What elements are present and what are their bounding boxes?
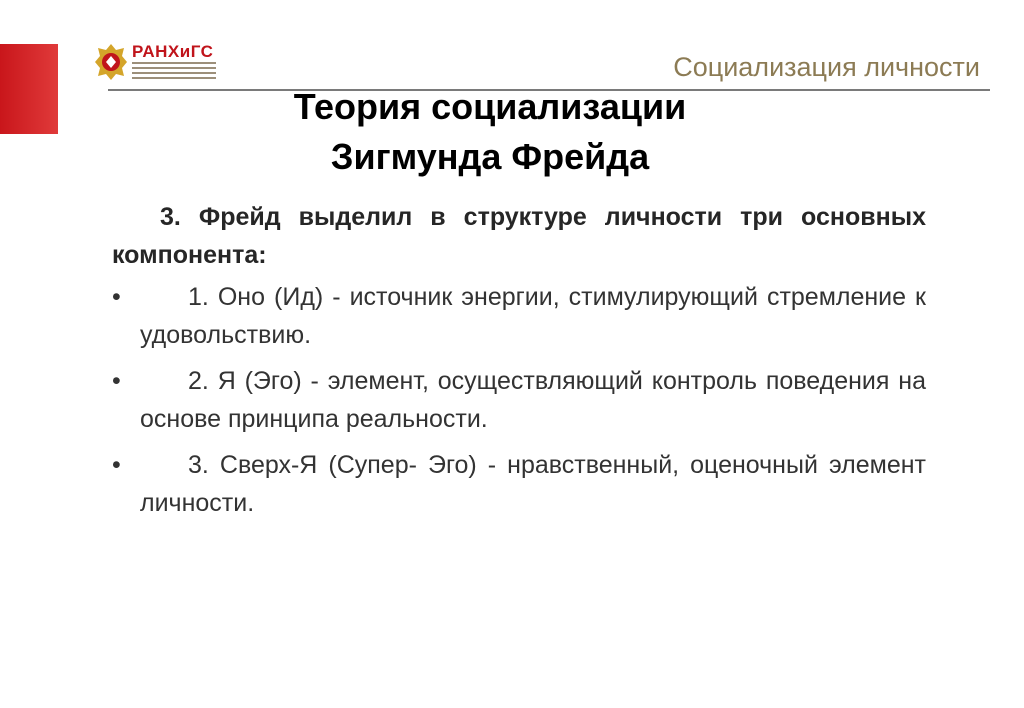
emblem-icon	[94, 42, 128, 82]
intro-paragraph: 3. Фрейд выделил в структуре личности три основных компонента:	[112, 203, 926, 269]
section-title: Социализация личности	[673, 52, 980, 82]
slide-body	[112, 198, 926, 530]
slide-title	[150, 82, 830, 182]
ranepa-logo	[94, 42, 224, 86]
accent-bar	[0, 44, 58, 134]
component-list	[112, 278, 926, 522]
logo-subtitle-lines	[132, 62, 216, 82]
list-item-text: 3. Сверх-Я (Супер- Эго) - нравственный, оценочный элемент личности.	[140, 451, 926, 517]
list-item-text: 1. Оно (Ид) - источник энергии, стимулирующий стремление к удовольствию.	[140, 283, 926, 349]
list-item	[112, 278, 926, 354]
list-item	[112, 446, 926, 522]
bullet-icon: •	[112, 283, 121, 311]
logo-wordmark: РАНХиГС	[132, 42, 214, 61]
bullet-icon: •	[112, 367, 121, 395]
slide-title-line-1: Теория социализации	[293, 86, 687, 127]
bullet-icon: •	[112, 451, 121, 479]
list-item-text: 2. Я (Эго) - элемент, осуществляющий контроль поведения на основе принципа реальности.	[140, 367, 926, 433]
slide-title-line-2: Зигмунда Фрейда	[330, 136, 650, 177]
list-item	[112, 362, 926, 438]
